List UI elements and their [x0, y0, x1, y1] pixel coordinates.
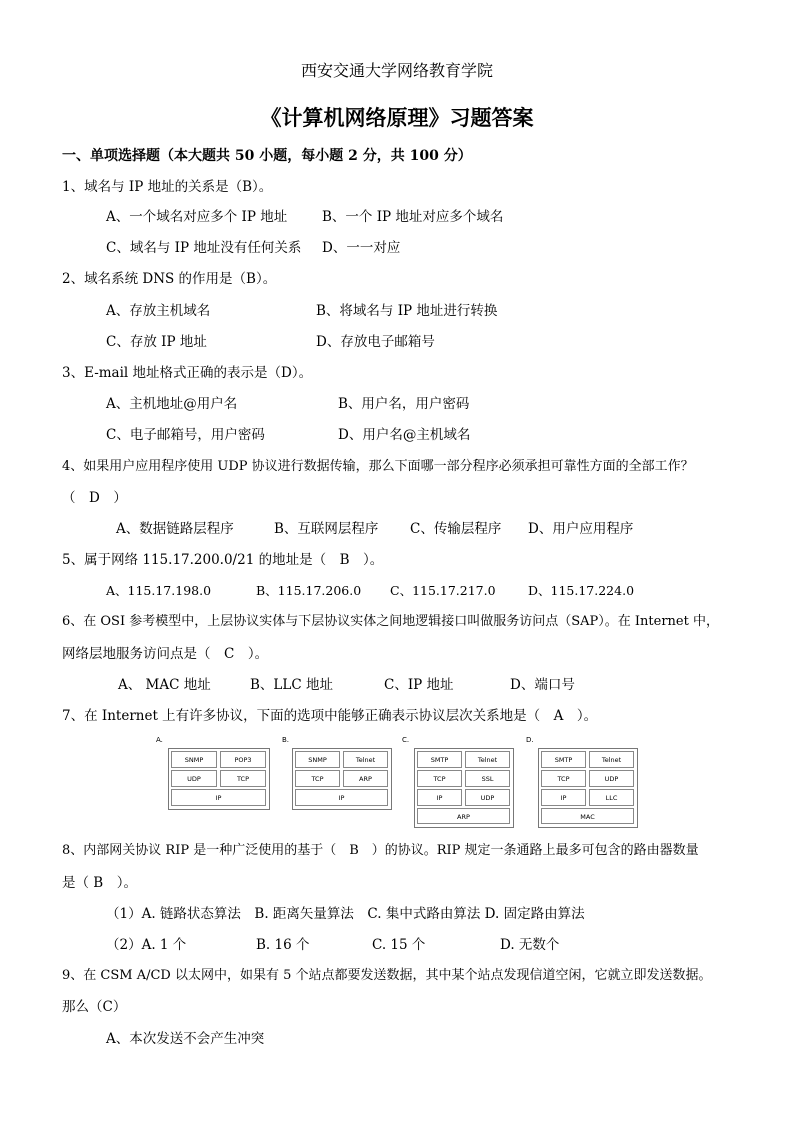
- question-8-part-2-option-b: B. 16 个: [256, 937, 310, 953]
- question-3-option-b: B、用户名，用户密码: [338, 396, 470, 412]
- question-2-stem: 2、域名系统 DNS 的作用是（B）。: [62, 271, 277, 287]
- stack-b-cell: IP: [295, 789, 388, 806]
- question-4-answer: （ D ）: [62, 490, 127, 506]
- stack-d-cell: UDP: [589, 770, 634, 787]
- question-2-option-a: A、存放主机域名: [106, 303, 211, 319]
- stack-a-cell: IP: [171, 789, 266, 806]
- stack-a-label: A.: [156, 736, 163, 744]
- question-4-option-c: C、传输层程序: [410, 521, 502, 537]
- question-8-part-2-option-c: C. 15 个: [372, 937, 426, 953]
- question-2-option-b: B、将域名与 IP 地址进行转换: [316, 303, 498, 319]
- question-8-part-2-option-a: （2）A. 1 个: [106, 937, 187, 953]
- question-6-stem-line2: 网络层地服务访问点是（ C ）。: [62, 646, 269, 662]
- question-1-option-d: D、一一对应: [322, 240, 401, 256]
- stack-c-cell: SSL: [465, 770, 510, 787]
- document-title: 《计算机网络原理》习题答案: [260, 105, 534, 130]
- question-4-option-b: B、互联网层程序: [274, 521, 379, 537]
- question-1-option-b: B、一个 IP 地址对应多个域名: [322, 209, 504, 225]
- question-4-option-d: D、用户应用程序: [528, 521, 634, 537]
- stack-d-cell: MAC: [541, 808, 634, 824]
- question-6-option-b: B、LLC 地址: [250, 677, 333, 693]
- question-4-option-a: A、数据链路层程序: [116, 521, 234, 537]
- question-5-option-d: D、115.17.224.0: [528, 583, 635, 598]
- question-1-option-c: C、域名与 IP 地址没有任何关系: [106, 240, 302, 256]
- stack-d-cell: IP: [541, 789, 586, 806]
- protocol-stack-b: [292, 748, 392, 810]
- question-6-option-a: A、 MAC 地址: [118, 677, 211, 693]
- stack-a-cell: TCP: [220, 770, 266, 787]
- question-7-stem: 7、在 Internet 上有许多协议，下面的选项中能够正确表示协议层次关系地是（ A ）。: [62, 708, 598, 724]
- question-5-option-b: B、115.17.206.0: [256, 583, 362, 598]
- stack-c-cell: TCP: [417, 770, 462, 787]
- stack-d-cell: LLC: [589, 789, 634, 806]
- question-3-option-a: A、主机地址@用户名: [106, 396, 238, 412]
- question-4-stem: 4、如果用户应用程序使用 UDP 协议进行数据传输，那么下面哪一部分程序必须承担可靠性方面的全部工作？: [62, 459, 694, 474]
- protocol-stack-d: [538, 748, 638, 828]
- question-6-stem-line1: 6、在 OSI 参考模型中，上层协议实体与下层协议实体之间地逻辑接口叫做服务访问点（SAP）。在 Internet 中，: [62, 614, 719, 629]
- stack-a-cell: UDP: [171, 770, 217, 787]
- stack-c-cell: Telnet: [465, 751, 510, 768]
- stack-c-cell: IP: [417, 789, 462, 806]
- question-6-option-c: C、IP 地址: [384, 677, 454, 693]
- protocol-stack-a: [168, 748, 270, 810]
- question-9-option-a: A、本次发送不会产生冲突: [106, 1031, 265, 1047]
- stack-a-cell: POP3: [220, 751, 266, 768]
- section-heading: 一、单项选择题（本大题共 50 小题，每小题 2 分，共 100 分）: [62, 148, 472, 164]
- question-2-option-c: C、存放 IP 地址: [106, 334, 207, 350]
- protocol-stack-c: [414, 748, 514, 828]
- question-8-stem-line1: 8、内部网关协议 RIP 是一种广泛使用的基于（ B ）的协议。RIP 规定一条通路上最多可包含的路由器数量: [62, 843, 699, 858]
- stack-b-cell: Telnet: [343, 751, 388, 768]
- stack-c-cell: ARP: [417, 808, 510, 824]
- question-8-stem-line2: 是（ B ）。: [62, 875, 137, 891]
- question-3-option-c: C、电子邮箱号，用户密码: [106, 427, 265, 443]
- stack-b-cell: ARP: [343, 770, 388, 787]
- question-3-option-d: D、用户名@主机域名: [338, 427, 471, 443]
- question-1-option-a: A、一个域名对应多个 IP 地址: [106, 209, 288, 225]
- question-6-option-d: D、端口号: [510, 677, 575, 693]
- stack-b-cell: TCP: [295, 770, 340, 787]
- question-1-stem: 1、域名与 IP 地址的关系是（B）。: [62, 179, 273, 195]
- stack-c-cell: UDP: [465, 789, 510, 806]
- stack-c-cell: SMTP: [417, 751, 462, 768]
- question-9-stem-line1: 9、在 CSM A/CD 以太网中，如果有 5 个站点都要发送数据，其中某个站点发现信道空闲，它就立即发送数据。: [62, 968, 712, 983]
- stack-c-label: C.: [402, 736, 410, 744]
- question-5-option-a: A、115.17.198.0: [106, 583, 212, 598]
- stack-d-label: D.: [526, 736, 534, 744]
- question-9-stem-line2: 那么（C）: [62, 999, 127, 1015]
- stack-b-cell: SNMP: [295, 751, 340, 768]
- stack-a-cell: SNMP: [171, 751, 217, 768]
- stack-d-cell: Telnet: [589, 751, 634, 768]
- school-name: 西安交通大学网络教育学院: [300, 61, 493, 80]
- question-5-option-c: C、115.17.217.0: [390, 583, 496, 598]
- question-8-part-1-options: （1）A. 链路状态算法 B. 距离矢量算法 C. 集中式路由算法 D. 固定路由算法: [106, 906, 585, 922]
- question-2-option-d: D、存放电子邮箱号: [316, 334, 435, 350]
- question-3-stem: 3、E-mail 地址格式正确的表示是（D）。: [62, 365, 313, 381]
- stack-b-label: B.: [282, 736, 290, 744]
- question-5-stem: 5、属于网络 115.17.200.0/21 的地址是（ B ）。: [62, 552, 384, 568]
- stack-d-cell: TCP: [541, 770, 586, 787]
- question-8-part-2-option-d: D. 无数个: [500, 937, 560, 953]
- stack-d-cell: SMTP: [541, 751, 586, 768]
